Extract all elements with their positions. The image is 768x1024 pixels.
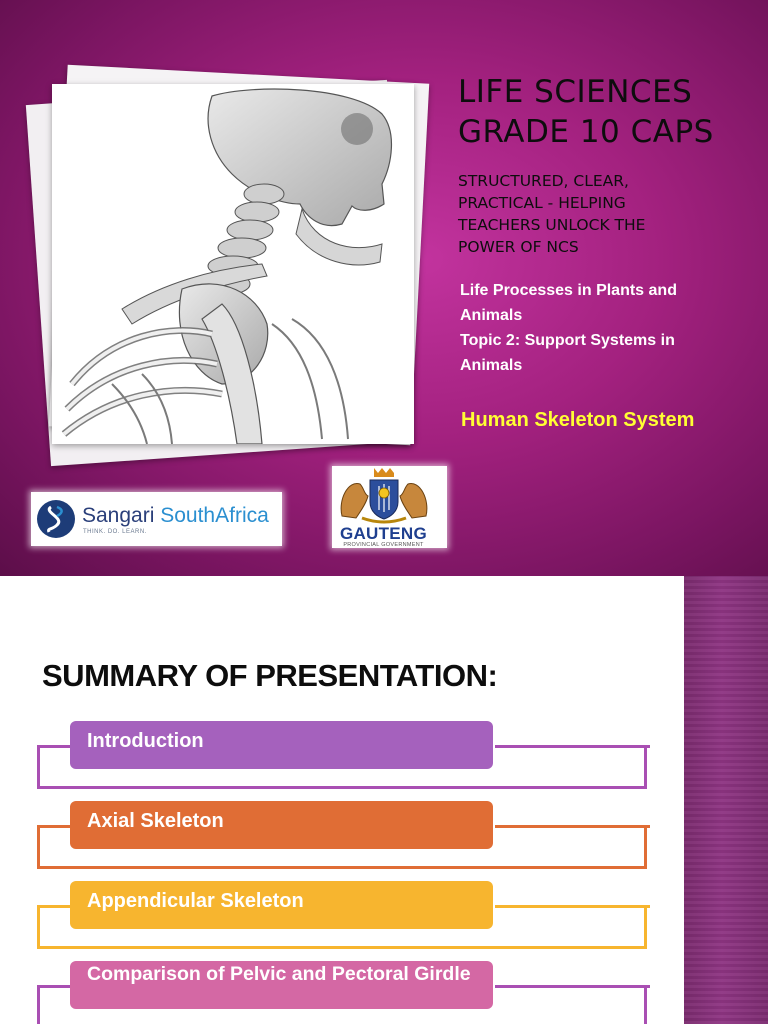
title-line-1: LIFE SCIENCES (458, 74, 693, 110)
summary-title: SUMMARY OF PRESENTATION: (42, 658, 498, 693)
topic-highlight: Human Skeleton System (461, 409, 695, 431)
topic-description (460, 278, 750, 378)
topic-line-4: Animals (460, 357, 523, 374)
topic-line-3: Topic 2: Support Systems in (460, 332, 675, 349)
sangari-wordmark: Sangari SouthAfrica (82, 504, 269, 527)
sangari-emblem-icon (35, 498, 77, 540)
skeleton-illustration-frame (52, 84, 414, 444)
subtitle-line-2: PRACTICAL - HELPING (458, 194, 626, 212)
gauteng-wordmark: GAUTENG (339, 524, 428, 543)
subtitle-line-1: STRUCTURED, CLEAR, (458, 172, 629, 190)
presentation-subtitle (458, 170, 758, 258)
item-label: Appendicular Skeleton (70, 881, 493, 929)
topic-line-2: Animals (460, 307, 523, 324)
skeleton-illustration (52, 84, 414, 444)
item-label: Axial Skeleton (70, 801, 493, 849)
item-label: Comparison of Pelvic and Pectoral Girdle (70, 961, 493, 1009)
item-label: Introduction (70, 721, 493, 769)
subtitle-line-4: POWER OF NCS (458, 238, 579, 256)
coat-of-arms-icon (334, 466, 434, 524)
gauteng-logo (332, 466, 447, 548)
sangari-logo (31, 492, 282, 546)
decorative-side-band (684, 576, 768, 1024)
title-line-2: GRADE 10 CAPS (458, 114, 714, 150)
summary-slide (0, 576, 768, 1024)
subtitle-line-3: TEACHERS UNLOCK THE (458, 216, 646, 234)
sangari-tagline: THINK. DO. LEARN. (83, 529, 147, 535)
presentation-title (458, 72, 758, 152)
topic-line-1: Life Processes in Plants and (460, 282, 677, 299)
gauteng-subtext: PROVINCIAL GOVERNMENT (343, 542, 424, 548)
